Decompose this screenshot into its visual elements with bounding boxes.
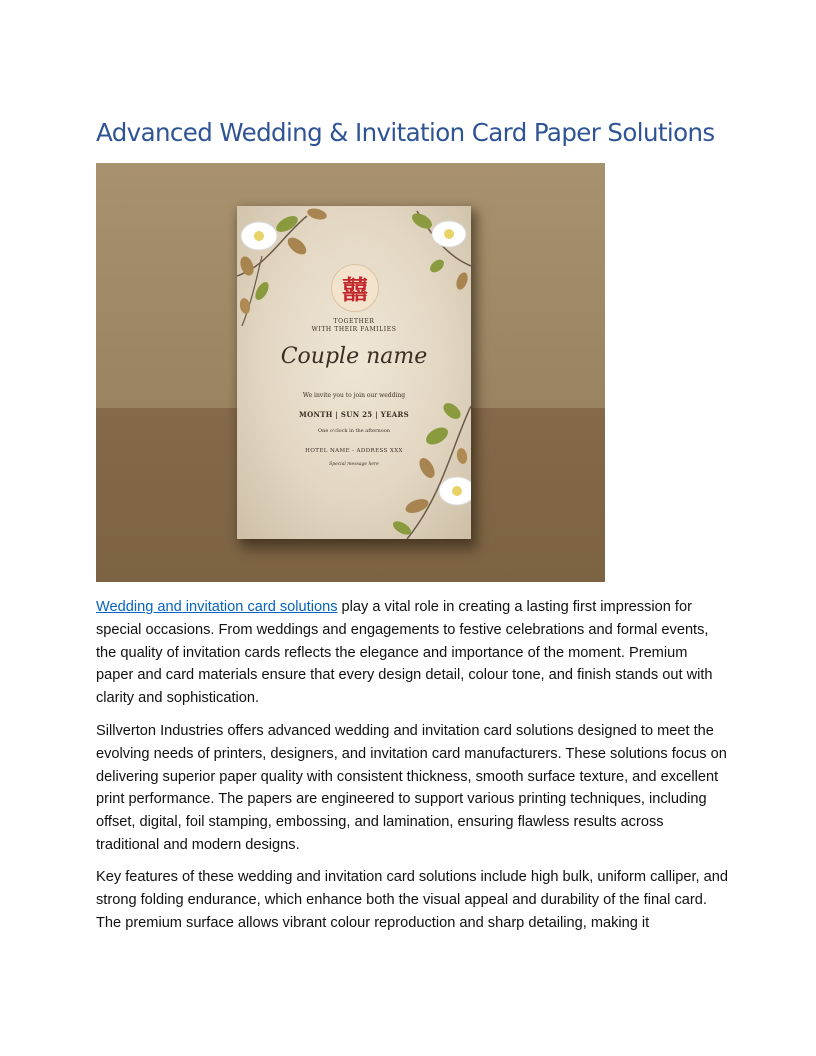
card-invite-text: We invite you to join our wedding xyxy=(302,392,406,399)
card-together-text xyxy=(237,318,471,334)
invitation-card xyxy=(237,206,471,539)
card-together-line1: TOGETHER xyxy=(333,318,375,325)
card-couple-name: Couple name xyxy=(280,344,428,369)
solutions-link[interactable]: Wedding and invitation card solutions xyxy=(96,599,338,615)
floral-decoration xyxy=(237,206,471,539)
invitation-card-image xyxy=(96,163,605,582)
card-venue: HOTEL NAME - ADDRESS XXX xyxy=(305,448,403,454)
card-message: Special message here xyxy=(329,462,379,467)
paragraph-intro-text: play a vital role in creating a lasting first impression for special occasions. From weddings and engagements to festive celebrations and formal events, the quality of invitation cards reflects the elegance and importance of the moment. Premium paper and card materials ensure that every design detail, colour tone, and finish stands out with clarity and sophistication. xyxy=(96,599,713,707)
paragraph-features: Key features of these wedding and invitation card solutions include high bulk, uniform calliper, and strong folding endurance, which enhance both the visual appeal and durability of the final card. The premium surface allows vibrant colour reproduction and sharp detailing, making it xyxy=(96,869,728,931)
card-time: One o'clock in the afternoon xyxy=(318,428,390,434)
paragraph-intro xyxy=(96,596,728,710)
card-date: MONTH | SUN 25 | YEARS xyxy=(299,410,409,419)
paragraph-company: Sillverton Industries offers advanced wedding and invitation card solutions designed to meet the evolving needs of printers, designers, and invitation card manufacturers. These solutions focus on delivering superior paper quality with consistent thickness, smooth surface texture, and excellent print performance. The papers are engineered to support various printing techniques, including offset, digital, foil stamping, embossing, and lamination, ensuring flawless results across traditional and modern designs. xyxy=(96,723,727,853)
double-happiness-emblem: 囍 xyxy=(331,264,379,312)
page-title: Advanced Wedding & Invitation Card Paper Solutions xyxy=(96,118,715,147)
card-together-line2: WITH THEIR FAMILIES xyxy=(311,326,397,333)
